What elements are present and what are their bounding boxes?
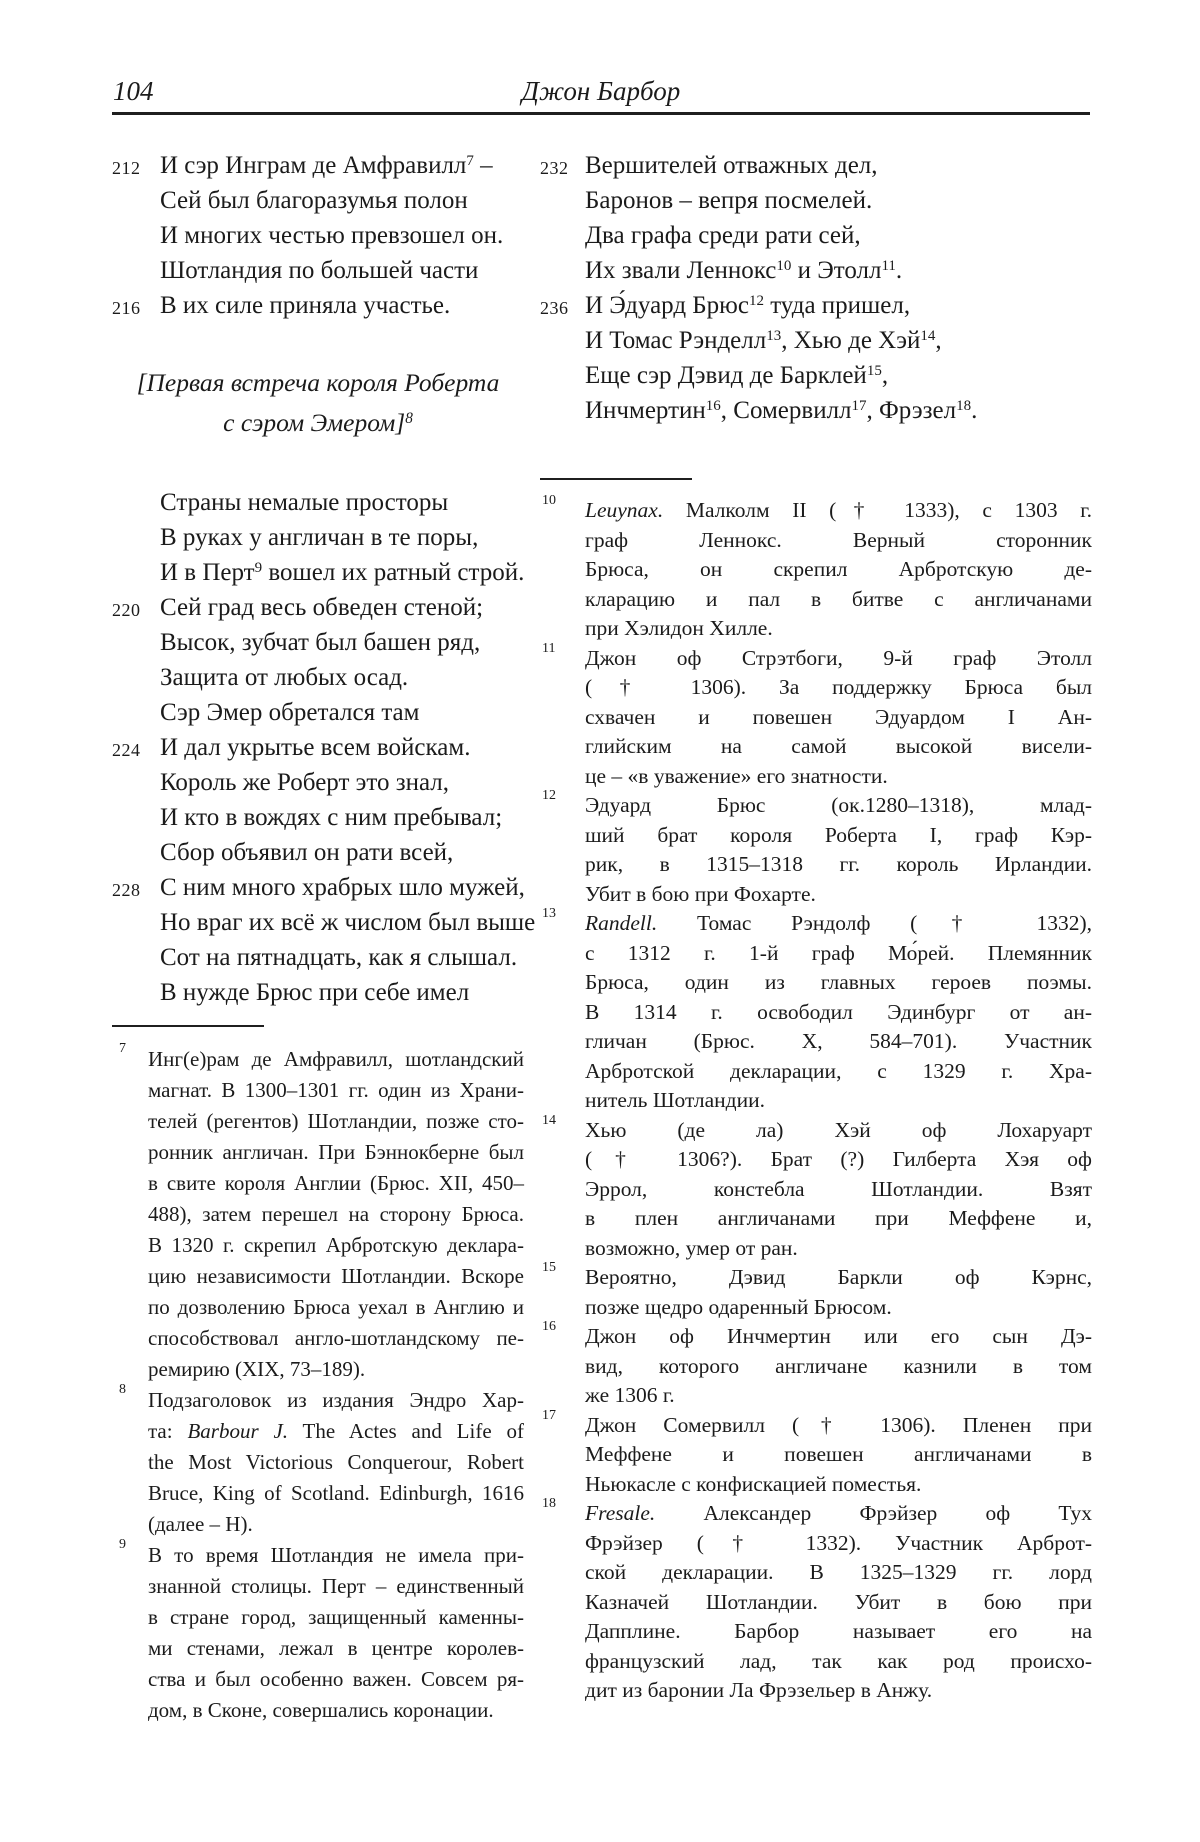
verse-line xyxy=(112,625,524,660)
footnote-marker: 17 xyxy=(851,397,867,414)
header-rule xyxy=(112,112,1090,115)
footnote-line: глийским на самой высокой висели- xyxy=(585,734,1092,758)
verse-line-text: Страны немалые просторы xyxy=(160,489,449,516)
verse-line xyxy=(540,288,1092,323)
footnote-line: Хью (де ла) Хэй оф Лохаруарт xyxy=(585,1117,1092,1142)
footnote-line: Убит в бою при Фохарте. xyxy=(585,881,816,906)
footnote-number: 8 xyxy=(119,1382,126,1397)
verse-line-text: В нужде Брюс при себе имел xyxy=(160,979,470,1006)
right-column xyxy=(540,148,1092,1706)
footnote-marker: 8 xyxy=(405,409,413,427)
verse-line xyxy=(112,975,524,1010)
verse-line-text: С ним много храбрых шло мужей, xyxy=(160,874,525,901)
footnote-number: 16 xyxy=(542,1319,556,1334)
verse-line-text: Шотландия по большей части xyxy=(160,257,479,284)
footnote-line: Арбротской декларации, с 1329 г. Хра- xyxy=(585,1058,1092,1083)
verse-line-text: Сей град весь обведен стеной; xyxy=(160,594,484,621)
footnote-line: В 1314 г. освободил Эдинбург от ан- xyxy=(585,999,1092,1024)
verse-line xyxy=(112,590,524,625)
footnote xyxy=(540,1407,1092,1500)
footnote-line: французский лад, так как род происхо- xyxy=(585,1648,1092,1673)
footnote-line: с 1312 г. 1-й граф Мо́рей. Племянник xyxy=(585,940,1092,965)
footnote-line: ства и был особенно важен. Совсем ря- xyxy=(148,1667,524,1691)
footnote-line: вид, которого англичане казнили в том xyxy=(585,1353,1092,1378)
verse-line-text: Сот на пятнадцать, как я слышал. xyxy=(160,944,518,971)
verse-stanza xyxy=(540,148,1092,428)
footnote xyxy=(540,906,1092,1116)
verse-line-number: 236 xyxy=(540,298,569,318)
footnote-separator xyxy=(540,478,692,480)
footnote-line: в плен англичанами при Меффене и, xyxy=(585,1206,1092,1230)
verse-line-text: И кто в вождях с ним пребывал; xyxy=(160,804,503,831)
footnote-line: це – «в уважение» его знатности. xyxy=(585,763,888,788)
footnote-line: Джон Сомервилл († 1306). Пленен при xyxy=(585,1412,1092,1437)
verse-line-number: 216 xyxy=(112,298,141,318)
footnote xyxy=(540,1319,1092,1411)
footnote xyxy=(112,1382,524,1540)
footnote-line: ской декларации. В 1325–1329 гг. лорд xyxy=(585,1560,1092,1584)
verse-line xyxy=(112,765,524,800)
footnote-line: ший брат короля Роберта I, граф Кэр- xyxy=(585,822,1092,847)
footnote-marker: 11 xyxy=(881,257,896,274)
footnote-number: 7 xyxy=(119,1041,126,1056)
verse-line-number: 232 xyxy=(540,158,569,178)
footnote xyxy=(540,1496,1092,1706)
footnote-line: В 1320 г. скрепил Арбротскую деклара- xyxy=(148,1233,524,1257)
footnote-number: 11 xyxy=(542,640,556,656)
verse-line xyxy=(540,358,1092,393)
footnote-line: граф Леннокс. Верный сторонник xyxy=(585,527,1092,552)
verse-line-text: И Э́дуард Брюс$^{12}$ туда пришел, xyxy=(585,292,911,319)
verse-line-text: Два графа среди рати сей, xyxy=(585,222,861,249)
footnote xyxy=(540,640,1092,792)
verse-line xyxy=(112,520,524,555)
footnote-line: ми стенами, лежал в центре королев- xyxy=(148,1636,524,1660)
footnote-line: нитель Шотландии. xyxy=(585,1088,765,1112)
footnote-line: Randell. Томас Рэндолф († 1332), xyxy=(585,911,1092,935)
footnote-line: Фрэйзер († 1332). Участник Арброт- xyxy=(585,1530,1092,1555)
verse-line-text: Инчмертин$^{16}$, Сомервилл$^{17}$, Фрэзел$^{18}$. xyxy=(585,397,978,424)
footnote-marker: 18 xyxy=(956,397,972,414)
footnote-line: же 1306 г. xyxy=(585,1383,675,1407)
footnote-number: 17 xyxy=(542,1407,556,1423)
verse-line xyxy=(540,323,1092,358)
italic-text: Leuynax. xyxy=(585,498,664,522)
verse-line xyxy=(112,485,524,520)
footnote-line: 488), затем перешел на сторону Брюса. xyxy=(148,1202,524,1226)
italic-text: Fresale. xyxy=(585,1501,656,1525)
footnote xyxy=(540,493,1092,644)
verse-line xyxy=(540,148,1092,183)
footnote-line: позже щедро одаренный Брюсом. xyxy=(585,1294,892,1319)
footnote-line: Эдуард Брюс (ок.1280–1318), млад- xyxy=(585,793,1092,817)
footnote-line: та: Barbour J. The Actes and Life of xyxy=(148,1419,524,1443)
verse-line-text: Баронов – вепря посмелей. xyxy=(585,187,873,214)
verse-line xyxy=(112,905,536,940)
verse-line-text: Еще сэр Дэвид де Барклей$^{15}$, xyxy=(585,362,889,389)
footnote-marker: 16 xyxy=(705,397,721,414)
verse-line xyxy=(540,183,1092,218)
italic-text: Randell. xyxy=(585,911,658,935)
verse-line-number: 228 xyxy=(112,880,141,900)
verse-line-text: И сэр Инграм де Амфравилл$^7$ – xyxy=(160,152,493,179)
footnote-number: 14 xyxy=(542,1112,556,1128)
footnote-number: 12 xyxy=(542,788,556,803)
footnote-marker: 10 xyxy=(776,257,792,274)
footnote-line: магнат. В 1300–1301 гг. один из Храни- xyxy=(148,1078,524,1102)
verse-line xyxy=(112,218,524,253)
verse-line-number: 224 xyxy=(112,740,141,760)
footnote-line: способствовал англо-шотландскому пе- xyxy=(148,1326,524,1350)
running-title: Джон Барбор xyxy=(521,76,681,106)
verse-line-text: И многих честью превзошел он. xyxy=(160,222,504,249)
footnote-marker: 14 xyxy=(920,327,936,344)
footnote xyxy=(540,788,1092,909)
footnote-line: Инг(е)рам де Амфравилл, шотландский xyxy=(148,1047,524,1071)
section-heading xyxy=(112,363,524,443)
section-heading-line: с сэром Эмером]$^8$ xyxy=(223,408,413,437)
footnote-separator xyxy=(112,1025,264,1027)
footnote-line: В то время Шотландия не имела при- xyxy=(148,1543,524,1567)
footnote-line: в стране город, защищенный каменны- xyxy=(148,1605,524,1629)
footnote-line: Bruce, King of Scotland. Edinburgh, 1616 xyxy=(148,1481,524,1505)
footnote-line: телей (регентов) Шотландии, позже сто- xyxy=(148,1109,524,1133)
footnote-line: Казначей Шотландии. Убит в бою при xyxy=(585,1589,1092,1614)
footnote-line: Джон оф Стрэтбоги, 9-й граф Этолл xyxy=(585,645,1092,670)
verse-line xyxy=(112,253,524,288)
verse-line-text: Король же Роберт это знал, xyxy=(160,769,450,796)
verse-line xyxy=(112,148,524,183)
footnote-line: дит из баронии Ла Фрэзельер в Анжу. xyxy=(585,1678,933,1702)
footnote-line: the Most Victorious Conquerour, Robert xyxy=(148,1450,524,1474)
verse-line-text: И в Перт$^9$ вошел их ратный строй. xyxy=(160,559,525,586)
verse-line-text: В руках у англичан в те поры, xyxy=(160,524,479,551)
footnote-marker: 9 xyxy=(254,559,263,576)
footnote-line: в свите короля Англии (Брюс. XII, 450– xyxy=(148,1171,524,1195)
footnotes-block xyxy=(540,493,1092,1706)
footnote-marker: 12 xyxy=(748,292,764,309)
footnote-line: ремирию (XIX, 73–189). xyxy=(148,1357,366,1381)
footnote-line: Эррол, констебла Шотландии. Взят xyxy=(585,1176,1092,1201)
footnote xyxy=(540,1260,1092,1322)
verse-line-text: Сбор объявил он рати всей, xyxy=(160,839,454,866)
italic-text: Barbour J. xyxy=(187,1419,289,1443)
footnote-line: дом, в Сконе, совершались коронации. xyxy=(148,1698,494,1722)
footnote-number: 15 xyxy=(542,1260,556,1275)
verse-line xyxy=(540,218,1092,253)
footnote-line: гличан (Брюс. X, 584–701). Участник xyxy=(585,1029,1092,1053)
footnote-line: Подзаголовок из издания Эндро Хар- xyxy=(148,1388,524,1412)
verse-line-text: И Томас Рэнделл$^{13}$, Хью де Хэй$^{14}$, xyxy=(585,327,942,354)
footnotes-block xyxy=(112,1041,524,1726)
verse-line-number: 212 xyxy=(112,158,141,178)
footnote-marker: 7 xyxy=(466,152,474,169)
footnote-line: Брюса, он скрепил Арбротскую де- xyxy=(585,557,1092,581)
footnote-line: схвачен и повешен Эдуардом I Ан- xyxy=(585,704,1092,729)
footnote-number: 10 xyxy=(542,493,556,508)
verse-line xyxy=(112,940,524,975)
verse-line xyxy=(540,393,1092,428)
footnote-line: (далее – H). xyxy=(148,1512,253,1536)
verse-line xyxy=(112,800,524,835)
footnote-line: цию независимости Шотландии. Вскоре xyxy=(148,1264,524,1288)
verse-line-text: И дал укрытье всем войскам. xyxy=(160,734,471,761)
footnote-marker: 15 xyxy=(866,362,882,379)
footnote-line: Вероятно, Дэвид Баркли оф Кэрнс, xyxy=(585,1265,1092,1289)
verse-line-text: Но враг их всё ж числом был выше xyxy=(160,909,536,936)
verse-line-text: Их звали Леннокс$^{10}$ и Этолл$^{11}$. xyxy=(585,257,903,284)
footnote-number: 13 xyxy=(542,906,556,921)
page-number: 104 xyxy=(113,76,154,106)
footnote-line: Fresale. Александер Фрэйзер оф Тух xyxy=(585,1501,1092,1525)
footnote xyxy=(540,1112,1092,1264)
verse-line xyxy=(540,253,1092,288)
verse-line-text: Вершителей отважных дел, xyxy=(585,152,878,179)
footnote xyxy=(112,1041,524,1385)
footnote-line: знанной столицы. Перт – единственный xyxy=(148,1574,524,1598)
footnote-line: († 1306). За поддержку Брюса был xyxy=(585,675,1092,699)
footnote-line: возможно, умер от ран. xyxy=(585,1235,798,1260)
verse-stanza xyxy=(112,148,524,323)
verse-line xyxy=(112,555,524,590)
left-column xyxy=(112,148,536,1726)
footnote xyxy=(112,1537,524,1726)
verse-line xyxy=(112,870,524,905)
verse-line xyxy=(112,730,524,765)
verse-line xyxy=(112,288,524,323)
verse-line-text: В их силе приняла участье. xyxy=(160,292,451,319)
footnote-line: при Хэлидон Хилле. xyxy=(585,616,773,640)
verse-line-text: Сей был благоразумья полон xyxy=(160,187,468,214)
footnote-line: Leuynax. Малколм II († 1333), с 1303 г. xyxy=(585,498,1092,522)
footnote-line: по дозволению Брюса уехал в Англию и xyxy=(148,1295,524,1319)
footnote-line: Ньюкасле с конфискацией поместья. xyxy=(585,1471,922,1496)
footnote-line: ронник англичан. При Бэннокберне был xyxy=(148,1140,524,1164)
verse-stanza xyxy=(112,485,536,1010)
footnote-line: Дапплине. Барбор называет его на xyxy=(585,1619,1092,1643)
footnote-line: Джон оф Инчмертин или его сын Дэ- xyxy=(585,1324,1092,1348)
verse-line-text: Защита от любых осад. xyxy=(160,664,409,691)
verse-line xyxy=(112,695,524,730)
footnote-line: Меффене и повешен англичанами в xyxy=(585,1442,1092,1466)
verse-line-text: Сэр Эмер обретался там xyxy=(160,699,420,726)
footnote-line: († 1306?). Брат (?) Гилберта Хэя оф xyxy=(585,1147,1092,1171)
footnote-marker: 13 xyxy=(766,327,782,344)
verse-line-number: 220 xyxy=(112,600,141,620)
footnote-number: 9 xyxy=(119,1537,126,1552)
footnote-line: Брюса, один из главных героев поэмы. xyxy=(585,970,1092,994)
footnote-line: рик, в 1315–1318 гг. король Ирландии. xyxy=(585,852,1092,876)
footnote-line: кларацию и пал в битве с англичанами xyxy=(585,586,1092,611)
verse-line xyxy=(112,835,524,870)
verse-line xyxy=(112,183,524,218)
verse-line-text: Высок, зубчат был башен ряд, xyxy=(160,629,481,656)
verse-line xyxy=(112,660,524,695)
footnote-number: 18 xyxy=(542,1496,556,1511)
section-heading-line: [Первая встреча короля Роберта xyxy=(136,368,500,397)
